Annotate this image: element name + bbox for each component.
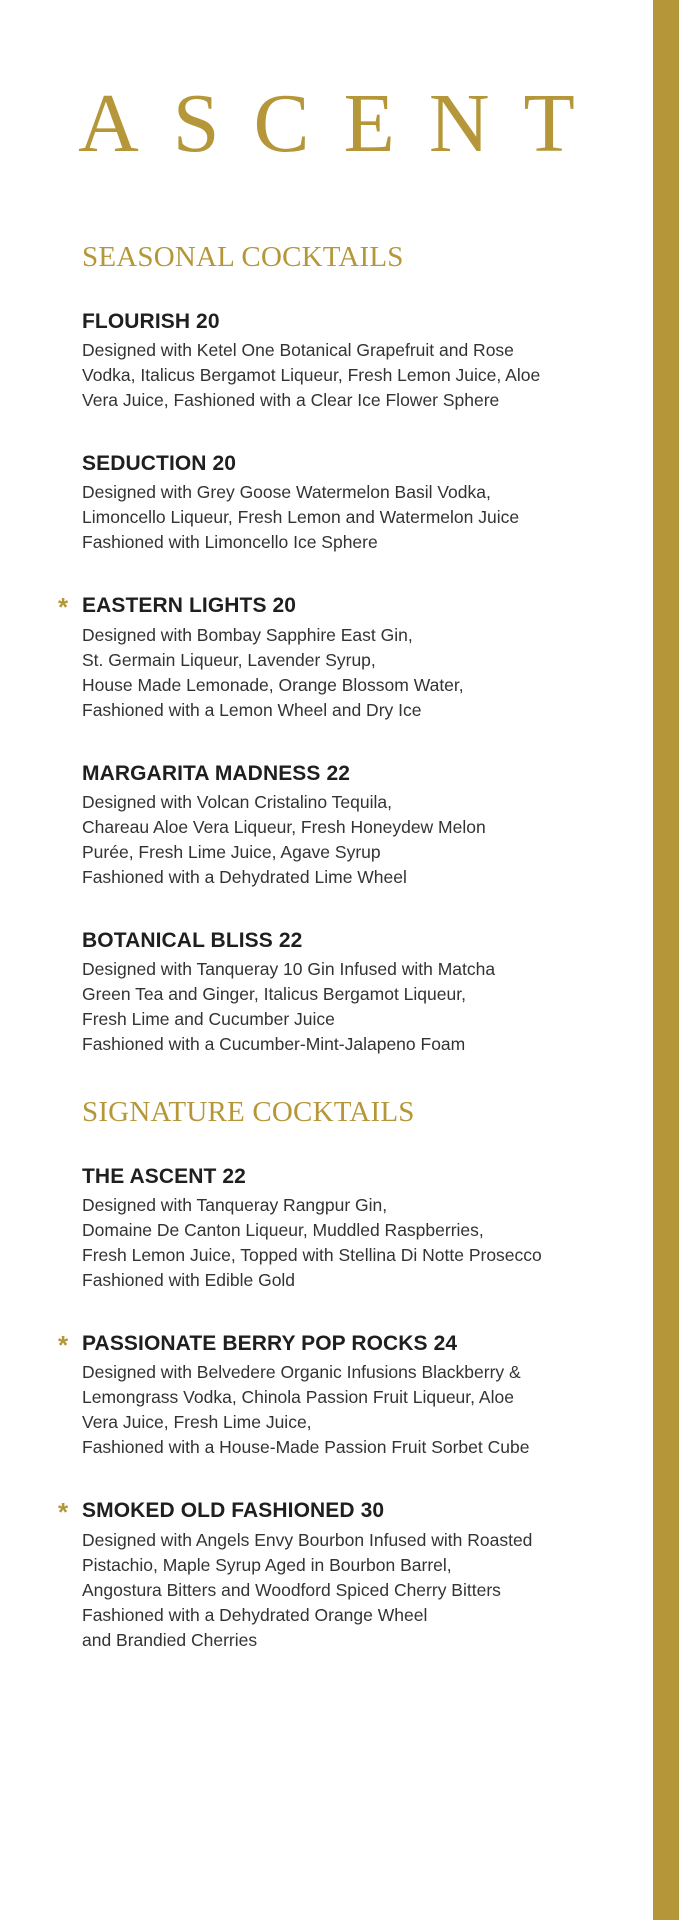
item-name: SEDUCTION 20 — [82, 452, 237, 476]
featured-star-icon: * — [58, 1497, 69, 1528]
item-name: EASTERN LIGHTS 20 — [82, 594, 297, 618]
section-seasonal — [58, 240, 622, 1057]
item-description: Designed with Tanqueray 10 Gin Infused with Matcha Green Tea and Ginger, Italicus Bergamot Liqueur, Fresh Lime and Cucumber Juice Fashioned with a Cucumber-Mint-Jalapeno Foam — [82, 959, 496, 1055]
item-name: SMOKED OLD FASHIONED 30 — [82, 1499, 385, 1523]
item-name: FLOURISH 20 — [82, 309, 220, 333]
item-description: Designed with Tanqueray Rangpur Gin, Domaine De Canton Liqueur, Muddled Raspberries, Fresh Lemon Juice, Topped with Stellina Di Notte Prosecco Fashioned with Edible Gold — [82, 1195, 542, 1291]
item-description: Designed with Angels Envy Bourbon Infused with Roasted Pistachio, Maple Syrup Aged in Bourbon Barrel, Angostura Bitters and Woodford Spiced Cherry Bitters Fashioned with a Dehydrated Orange Wheel and Brandied Cherries — [82, 1529, 533, 1650]
item-description: Designed with Bombay Sapphire East Gin, St. Germain Liqueur, Lavender Syrup, House Made Lemonade, Orange Blossom Water, Fashioned with a Lemon Wheel and Dry Ice — [82, 624, 464, 720]
menu-item — [82, 451, 622, 555]
section-title: SEASONAL COCKTAILS — [82, 241, 404, 273]
section-title: SIGNATURE COCKTAILS — [82, 1096, 415, 1129]
item-description: Designed with Ketel One Botanical Grapefruit and Rose Vodka, Italicus Bergamot Liqueur, Fresh Lemon Juice, Aloe Vera Juice, Fashioned with a Clear Ice Flower Sphere — [82, 340, 541, 411]
item-name: PASSIONATE BERRY POP ROCKS 24 — [82, 1332, 458, 1356]
menu-item — [58, 1330, 622, 1460]
menu-item — [82, 928, 622, 1057]
menu-item — [82, 309, 622, 413]
item-name: MARGARITA MADNESS 22 — [82, 761, 351, 785]
item-description: Designed with Belvedere Organic Infusions Blackberry & Lemongrass Vodka, Chinola Passion Fruit Liqueur, Aloe Vera Juice, Fresh Lime Juice, Fashioned with a House-Made Passion Fruit Sorbet Cube — [82, 1362, 530, 1458]
featured-star-icon: * — [58, 592, 69, 623]
brand-logo: ASCENT — [78, 77, 609, 170]
item-name: THE ASCENT 22 — [82, 1164, 246, 1188]
menu-item — [58, 1497, 622, 1652]
gold-side-bar — [653, 0, 679, 1920]
section-signature — [58, 1095, 622, 1653]
item-name: BOTANICAL BLISS 22 — [82, 928, 303, 952]
menu-item — [82, 1164, 622, 1293]
item-description: Designed with Grey Goose Watermelon Basil Vodka, Limoncello Liqueur, Fresh Lemon and Watermelon Juice Fashioned with Limoncello Ice Sphere — [82, 482, 520, 553]
item-description: Designed with Volcan Cristalino Tequila, Chareau Aloe Vera Liqueur, Fresh Honeydew Melon Purée, Fresh Lime Juice, Agave Syrup Fashioned with a Dehydrated Lime Wheel — [82, 791, 486, 887]
cocktail-menu — [58, 240, 622, 1691]
featured-star-icon: * — [58, 1330, 69, 1361]
menu-item — [58, 592, 622, 722]
menu-item — [82, 761, 622, 890]
